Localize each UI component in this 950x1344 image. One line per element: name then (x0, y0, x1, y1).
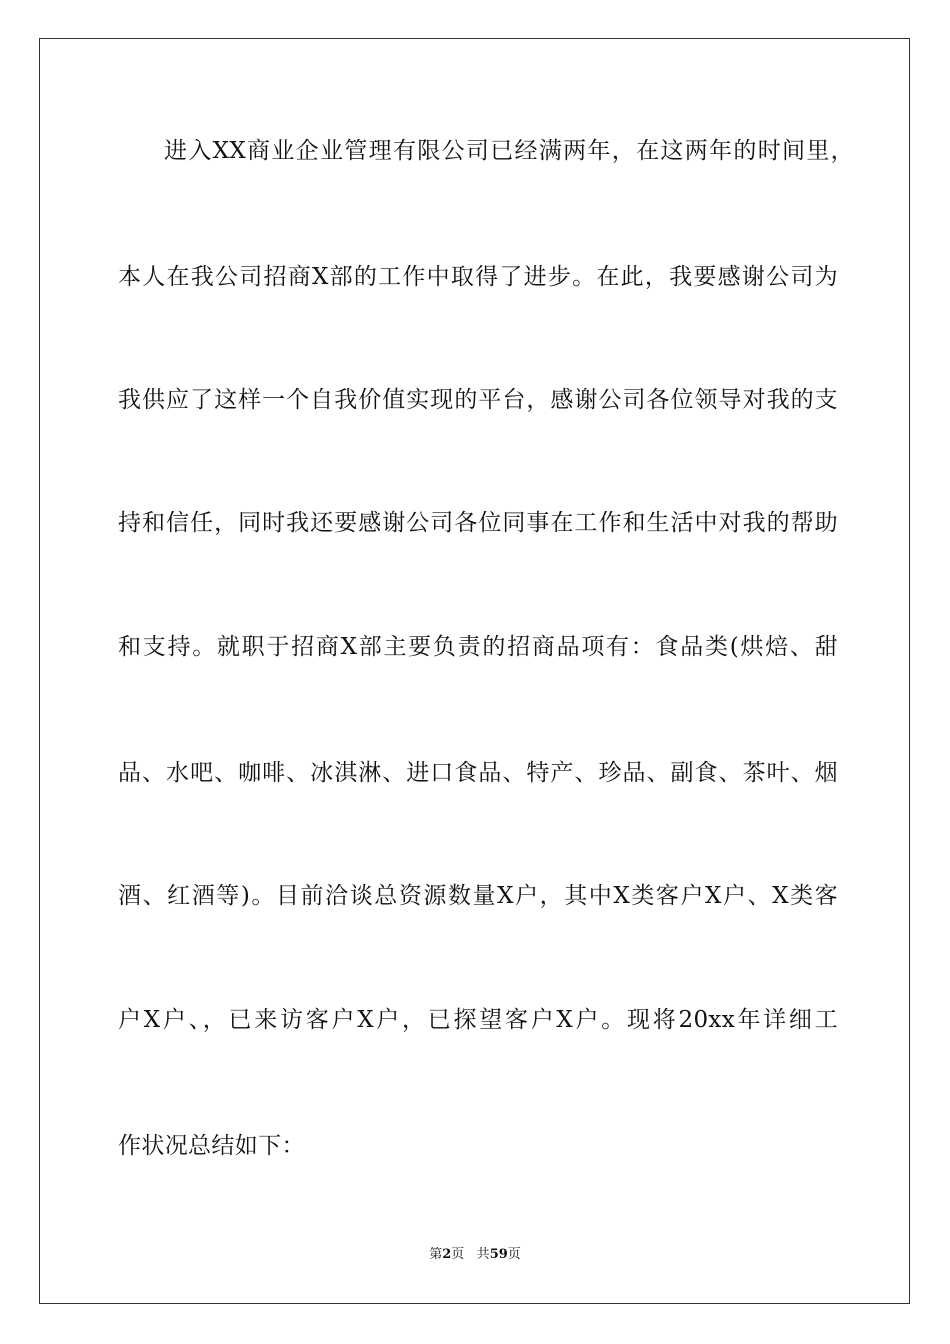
paragraph-line-8: 户X户、，已来访客户X户，已探望客户X户。现将20xx年详细工 (118, 1007, 838, 1033)
page-suffix: 页 (451, 1247, 465, 1262)
paragraph-line-1: 进入XX商业企业管理有限公司已经满两年，在这两年的时间里， (164, 138, 854, 164)
paragraph-line-7: 酒、红酒等)。目前洽谈总资源数量X户，其中X类客户X户、X类客 (118, 883, 838, 909)
paragraph-line-6: 品、水吧、咖啡、冰淇淋、进口食品、特产、珍品、副食、茶叶、烟 (118, 760, 838, 786)
total-prefix: 共 (476, 1247, 490, 1262)
page-prefix: 第 (429, 1247, 443, 1262)
paragraph-line-9: 作状况总结如下： (118, 1133, 305, 1159)
paragraph-line-5: 和支持。就职于招商X部主要负责的招商品项有：食品类(烘焙、甜 (118, 634, 838, 660)
page-footer (0, 1246, 950, 1264)
total-suffix: 页 (507, 1247, 521, 1262)
paragraph-line-2: 本人在我公司招商X部的工作中取得了进步。在此，我要感谢公司为 (118, 264, 838, 290)
paragraph-line-4: 持和信任，同时我还要感谢公司各位同事在工作和生活中对我的帮助 (118, 510, 838, 536)
page-border (39, 38, 910, 1304)
page-number: 2 (442, 1247, 452, 1262)
total-pages: 59 (489, 1247, 508, 1262)
paragraph-line-3: 我供应了这样一个自我价值实现的平台，感谢公司各位领导对我的支 (118, 387, 838, 413)
